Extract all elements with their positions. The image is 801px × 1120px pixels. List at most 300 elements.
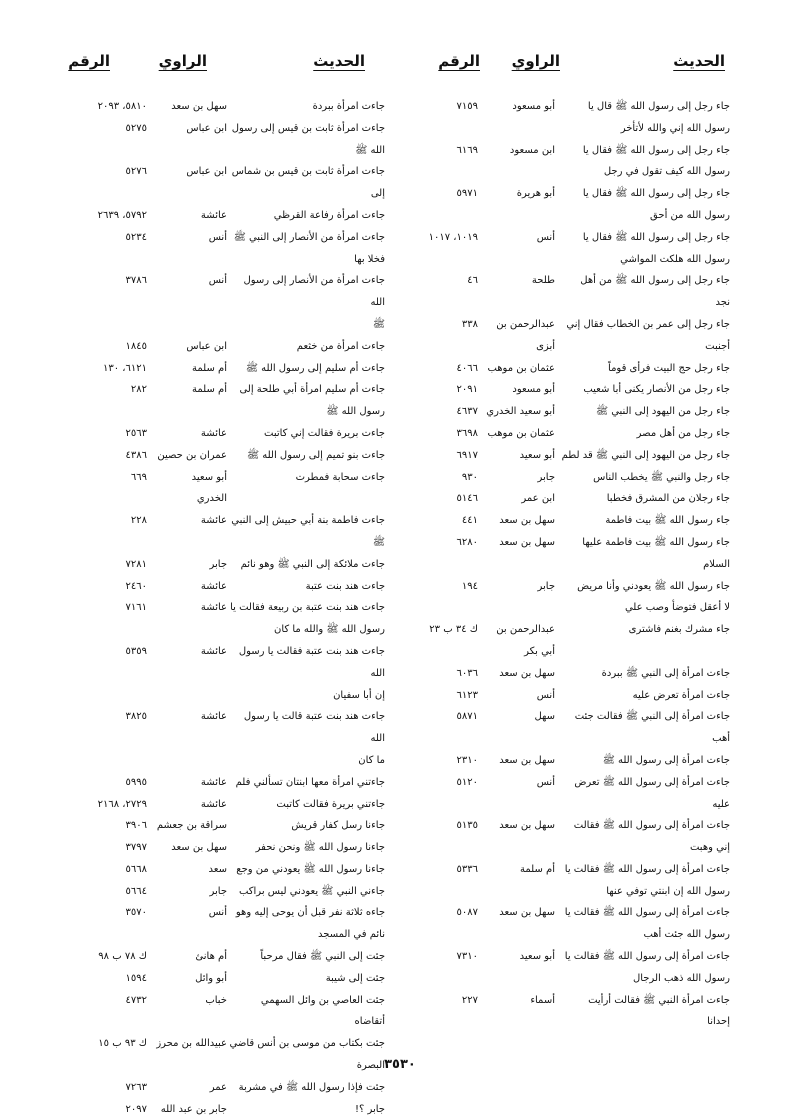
narrator [478, 576, 555, 598]
narrator [478, 532, 555, 554]
narrator [478, 859, 555, 881]
hadith-text [555, 619, 730, 641]
hadith-text [555, 685, 730, 707]
narrator [478, 270, 555, 292]
hadith-line: رسول الله ﷺ والله ما كان [274, 624, 385, 636]
hadith-text [555, 423, 730, 445]
hadith-number: ٥٢٧٦ [125, 166, 147, 178]
narrator-line: سراقة بن جعشم [156, 820, 227, 832]
narrator-line: أبو سعيد [191, 471, 227, 483]
narrator [147, 205, 227, 227]
hadith-line: جاء رجل إلى رسول الله ﷺ فقال يا [582, 231, 730, 243]
hadith-line: جاء رجل من أهل مصر [636, 427, 730, 439]
hadith-line: جاءتني بريرة فقالت كاتبت [276, 798, 385, 810]
index-row [415, 510, 730, 532]
hadith-line: جاءت سحابة فمطرت [295, 471, 385, 483]
hadith-number: ٤٦ [467, 275, 478, 287]
hadith-text [555, 815, 730, 859]
hadith-text [227, 815, 385, 837]
hadith-number: ٣٣٨ [461, 318, 478, 330]
index-row [415, 96, 730, 140]
narrator-line: عائشة [200, 209, 227, 221]
right-column-rows [415, 96, 730, 1033]
hadith-line: جاءت امرأة إلى رسول الله ﷺ فقالت يا [564, 863, 730, 875]
index-row [55, 423, 385, 445]
hadith-line: السلام [703, 558, 730, 570]
hadith-line: جاء رجل إلى رسول الله ﷺ من أهل [580, 275, 730, 287]
hadith-number: ٥٦٦٤ [125, 885, 147, 897]
hadith-line: جاءتني امرأة معها ابنتان تسألني فلم [235, 776, 385, 788]
hadith-number: ٥٩٧١ [456, 188, 478, 200]
index-row [415, 140, 730, 184]
hadith-text [227, 902, 385, 946]
hadith-line: جاءت امرأة إلى النبي ﷺ ببردة [601, 667, 730, 679]
hadith-text [227, 794, 385, 816]
index-row [415, 423, 730, 445]
index-row [415, 685, 730, 707]
hadith-line: جاءت امرأة ثابت بن قيس إلى رسول [231, 122, 385, 134]
hadith-line: جئت إلى النبي ﷺ فقال مرحباً [260, 951, 385, 963]
narrator-line: سهل بن سعد [499, 667, 555, 679]
hadith-line: جاءت امرأة إلى رسول الله ﷺ [602, 754, 730, 766]
narrator [478, 488, 555, 510]
hadith-text [227, 96, 385, 118]
hadith-text [555, 140, 730, 184]
hadith-number: ٧١٥٩ [456, 101, 478, 112]
narrator-line: عائشة [200, 580, 227, 592]
hadith-line: جاء رجل من اليهود إلى النبي ﷺ قد لطم [561, 449, 730, 461]
index-row [415, 183, 730, 227]
narrator-line: سهل بن سعد [499, 754, 555, 766]
hadith-line: جاء رجلان من المشرق فخطبا [606, 493, 730, 505]
hadith-number: ٥٧٩٢، ٢٦٣٩ [97, 209, 147, 221]
hadith-number: ٥٢٧٥ [125, 122, 147, 134]
hadith-line: جاءت بريرة فقالت إني كاتبت [264, 427, 385, 439]
narrator [147, 467, 227, 511]
hadith-line: إحدانا [707, 1016, 730, 1028]
hadith-text [227, 423, 385, 445]
hadith-text [227, 270, 385, 335]
hadith-text [555, 445, 730, 467]
narrator-line: أبو سعيد الخدري [486, 406, 555, 418]
index-row [55, 161, 385, 205]
hadith-line: إن أبا سفيان [333, 689, 385, 701]
narrator-line: عبدالرحمن بن [496, 624, 555, 636]
index-row [55, 1099, 385, 1120]
narrator [478, 619, 555, 663]
index-row [415, 227, 730, 271]
hadith-line: أتقاضاه [354, 1016, 385, 1028]
hadith-text [227, 510, 385, 554]
hadith-number: ٤٦٣٧ [456, 406, 478, 418]
index-row [415, 772, 730, 816]
narrator-line: أبو مسعود [512, 101, 555, 112]
hadith-text [555, 183, 730, 227]
hadith-line: رسول الله ذهب الرجال [632, 972, 730, 984]
narrator-line: عمر [209, 1081, 227, 1093]
hadith-text [227, 706, 385, 771]
hadith-line: جاءت هند بنت عتبة [305, 580, 385, 592]
hadith-number: ٢٧٢٩، ٢١٦٨ [97, 798, 147, 810]
index-row [415, 619, 730, 663]
narrator-line: عبيدالله بن محرز [156, 1038, 227, 1050]
narrator-line: أبو مسعود [512, 384, 555, 396]
narrator-line: جابر بن عبد الله [160, 1103, 227, 1115]
hadith-line: جاءت امرأة ببردة [312, 101, 385, 112]
hadith-line: جاءت أم سليم إلى رسول الله ﷺ [245, 362, 385, 374]
hadith-line: فخلا بها [354, 253, 385, 265]
index-row [415, 314, 730, 358]
hadith-text [227, 1077, 385, 1099]
index-row [55, 1033, 385, 1077]
hadith-line: جاءنا رسل كفار قريش [291, 820, 385, 832]
narrator [147, 706, 227, 728]
hadith-number: ٦١٢٣ [456, 689, 478, 701]
hadith-number: ك ٩٣ ب ١٥ [98, 1038, 147, 1050]
hadith-number: ٥٠٨٧ [456, 907, 478, 919]
narrator-line: جابر [537, 471, 555, 483]
hadith-text [555, 532, 730, 576]
hadith-text [227, 118, 385, 162]
narrator [478, 946, 555, 968]
hadith-line: جاءت أم سليم امرأة أبي طلحة إلى [239, 384, 385, 396]
hadith-number: ٥١٤٦ [456, 493, 478, 505]
hadith-text [227, 554, 385, 576]
hadith-line: جاء رجل من الأنصار يكنى أبا شعيب [583, 384, 730, 396]
narrator [478, 685, 555, 707]
hadith-line: نجد [715, 297, 730, 309]
narrator-line: عثمان بن موهب [487, 362, 555, 374]
hadith-line: رسول الله جئت أهب [643, 929, 730, 941]
narrator [478, 227, 555, 249]
index-row [55, 445, 385, 467]
hadith-line: جاء رجل إلى رسول الله ﷺ قال يا [587, 101, 730, 112]
index-row [415, 401, 730, 423]
index-row [55, 794, 385, 816]
narrator-line: أنس [208, 231, 227, 243]
hadith-text [555, 946, 730, 990]
hadith-number: ٣٥٧٠ [125, 907, 147, 919]
index-row [55, 859, 385, 881]
narrator [478, 467, 555, 489]
narrator [478, 401, 555, 423]
narrator [478, 510, 555, 532]
hadith-line: جاء رسول الله ﷺ بيت فاطمة [605, 515, 730, 527]
narrator-line: سهل [534, 711, 555, 723]
narrator-line: ابن عباس [186, 340, 227, 352]
index-row [415, 815, 730, 859]
hadith-text [227, 205, 385, 227]
hadith-line: جاءت فاطمة بنة أبي حبيش إلى النبي [231, 515, 385, 527]
narrator [147, 968, 227, 990]
narrator-line: عبدالرحمن بن [496, 318, 555, 330]
hadith-number: ٧١٦١ [125, 602, 147, 614]
hadith-line: ما كان [358, 754, 385, 766]
narrator [147, 990, 227, 1012]
hadith-number: ٦١٦٩ [456, 144, 478, 156]
right-column-header [415, 52, 730, 78]
hadith-text [227, 881, 385, 903]
index-row [415, 946, 730, 990]
narrator [147, 946, 227, 968]
narrator [147, 1099, 227, 1120]
index-row [415, 488, 730, 510]
narrator-line: سعد [208, 863, 227, 875]
narrator-line: سهل بن سعد [499, 536, 555, 548]
narrator [147, 270, 227, 292]
narrator [147, 336, 227, 358]
hadith-number: ١٥٩٤ [125, 972, 147, 984]
narrator-line: جابر [209, 558, 227, 570]
index-row [415, 990, 730, 1034]
narrator [478, 706, 555, 728]
narrator-line: عمران بن حصين [157, 449, 227, 461]
index-row [415, 532, 730, 576]
hadith-text [227, 990, 385, 1034]
hadith-number: ١٠١٩، ١٠١٧ [428, 231, 478, 243]
hadith-text [227, 336, 385, 358]
narrator [147, 423, 227, 445]
hadith-number: ٢٢٨ [130, 515, 147, 527]
hadith-line: جاءت هند بنت عتبة بن ربيعة فقالت يا [230, 602, 385, 614]
hadith-text [555, 902, 730, 946]
hadith-line: رسول الله كيف تقول في رجل [603, 166, 730, 178]
hadith-line: جاء رسول الله ﷺ بيت فاطمة عليها [582, 536, 730, 548]
hadith-line: جابر ؟! [354, 1103, 385, 1115]
index-row [55, 554, 385, 576]
hadith-text [227, 946, 385, 968]
narrator [147, 859, 227, 881]
hadith-text [227, 968, 385, 990]
hadith-text [555, 859, 730, 903]
narrator [478, 358, 555, 380]
index-row [415, 902, 730, 946]
narrator [478, 990, 555, 1012]
hadith-number: ٣٧٩٧ [125, 842, 147, 854]
hadith-number: ٢٥٦٣ [125, 427, 147, 439]
hadith-line: جاء رجل إلى رسول الله ﷺ فقال يا [582, 188, 730, 200]
index-row [55, 270, 385, 335]
hadith-line: جاءني النبي ﷺ يعودني ليس براكب [238, 885, 385, 897]
hadith-number: ٥٢٣٤ [125, 231, 147, 243]
narrator [147, 815, 227, 837]
narrator-line: أبزى [536, 340, 555, 352]
hadith-number: ٧٢٨١ [125, 558, 147, 570]
index-row [415, 379, 730, 401]
hadith-line: جاءت بنو تميم إلى رسول الله ﷺ [247, 449, 385, 461]
hadith-number: ٥١٣٥ [456, 820, 478, 832]
hadith-text [555, 510, 730, 532]
hadith-text [555, 379, 730, 401]
narrator [478, 379, 555, 401]
narrator-line: عائشة [200, 776, 227, 788]
index-row [415, 358, 730, 380]
hadith-number: ٣٧٨٦ [125, 275, 147, 287]
index-row [55, 96, 385, 118]
hadith-line: البصرة [356, 1060, 385, 1072]
hadith-number: ٥٨٧١ [456, 711, 478, 723]
narrator [147, 379, 227, 401]
hadith-number: ٥٦٦٨ [125, 863, 147, 875]
narrator [147, 118, 227, 140]
hadith-number: ٢٠٩١ [456, 384, 478, 396]
hadith-number: ٤٣٨٦ [125, 449, 147, 461]
index-row [55, 815, 385, 837]
hadith-number: ٤٤١ [461, 515, 478, 527]
hadith-number: ٥٣٥٩ [125, 645, 147, 657]
hadith-text [227, 641, 385, 706]
hadith-number: ٥٣٣٦ [456, 863, 478, 875]
index-row [55, 576, 385, 598]
narrator [478, 902, 555, 924]
hadith-line: أجنبت [705, 340, 730, 352]
hadith-number: ٥٨١٠، ٢٠٩٣ [97, 101, 147, 112]
narrator-line: أبو هريرة [516, 188, 555, 200]
index-row [415, 445, 730, 467]
hadith-number: ٥١٢٠ [456, 776, 478, 788]
narrator-line: ابن مسعود [509, 144, 555, 156]
left-column-header [55, 52, 385, 78]
hadith-line: جئت إلى شيبة [325, 972, 385, 984]
narrator [147, 1033, 227, 1055]
narrator-line: خباب [205, 994, 227, 1006]
narrator-line: عائشة [200, 602, 227, 614]
index-row [415, 576, 730, 620]
hadith-line: لا أعقل فتوضأ وصب علي [624, 602, 730, 614]
hadith-line: جاء رسول الله ﷺ يعودني وأنا مريض [577, 580, 730, 592]
hadith-number: ٢٢٧ [461, 994, 478, 1006]
hadith-text [227, 1033, 385, 1077]
hadith-number: ٢٨٢ [130, 384, 147, 396]
hadith-line: رسول الله ﷺ [326, 406, 385, 418]
index-row [415, 859, 730, 903]
narrator [147, 576, 227, 598]
narrator [478, 423, 555, 445]
hadith-number: ٥٩٩٥ [125, 776, 147, 788]
hadith-line: جئت فإذا رسول الله ﷺ في مشربة [238, 1081, 385, 1093]
narrator-line: أنس [536, 776, 555, 788]
narrator-line: عائشة [200, 798, 227, 810]
hadith-number: ٦٢٨٠ [456, 536, 478, 548]
narrator [147, 794, 227, 816]
narrator [147, 445, 227, 467]
narrator-line: أم سلمة [520, 863, 555, 875]
hadith-line: جاءه ثلاثة نفر قبل أن يوحى إليه وهو [235, 907, 385, 919]
narrator-line: أنس [208, 275, 227, 287]
hadith-line: رسول الله من أحق [650, 209, 730, 221]
index-row [55, 227, 385, 271]
hadith-text [227, 445, 385, 467]
hadith-line: جاءنا رسول الله ﷺ يعودني من وجع [236, 863, 385, 875]
narrator-line: جابر [537, 580, 555, 592]
hadith-line: جاءت هند بنت عتبة قالت يا رسول الله [243, 711, 385, 745]
hadith-line: جاء مشرك بغنم فاشترى [628, 624, 730, 636]
hadith-line: جاءنا رسول الله ﷺ ونحن نحفر [255, 842, 385, 854]
hadith-number: ك ٣٤ ب ٢٣ [429, 624, 478, 636]
narrator [147, 772, 227, 794]
index-row [415, 706, 730, 750]
narrator [478, 772, 555, 794]
index-row [55, 772, 385, 794]
hadith-line: جاء رجل حج البيت فرأى قوماً [608, 362, 730, 374]
hadith-line: جاءت امرأة إلى رسول الله ﷺ فقالت يا [564, 907, 730, 919]
narrator-line: عائشة [200, 645, 227, 657]
hadith-line: جاءت امرأة من خثعم [296, 340, 385, 352]
hadith-text [555, 772, 730, 816]
hadith-line: إني وهبت [689, 842, 730, 854]
hadith-line: أهب [712, 733, 730, 745]
narrator-line: سهل بن سعد [499, 820, 555, 832]
narrator [478, 815, 555, 837]
hadith-text [555, 467, 730, 489]
header-hadith: الحديث [313, 52, 365, 70]
narrator-line: عائشة [200, 515, 227, 527]
hadith-line: رسول الله إني والله لأتأخر [620, 122, 730, 134]
hadith-number: ٢٠٩٧ [125, 1103, 147, 1115]
narrator-line: الخدري [196, 493, 227, 505]
narrator-line: عائشة [200, 427, 227, 439]
hadith-number: ٩٣٠ [461, 471, 478, 483]
hadith-number: ٤٠٦٦ [456, 362, 478, 374]
hadith-line: رسول الله هلكت المواشي [620, 253, 730, 265]
hadith-text [555, 663, 730, 685]
header-rawi: الراوي [158, 52, 207, 70]
hadith-line: جاءت هند بنت عتبة فقالت يا رسول الله [238, 645, 385, 679]
narrator-line: أم سلمة [192, 384, 227, 396]
narrator-line: أم هانئ [195, 951, 227, 963]
hadith-text [227, 227, 385, 271]
index-row [55, 205, 385, 227]
hadith-text [555, 96, 730, 140]
hadith-text [227, 379, 385, 423]
index-row [55, 118, 385, 162]
hadith-number: ٤٧٣٢ [125, 994, 147, 1006]
narrator-line: أبي بكر [524, 645, 555, 657]
narrator [478, 663, 555, 685]
hadith-line: الله ﷺ [355, 144, 385, 156]
hadith-line: عليه [712, 798, 730, 810]
narrator-line: سهل بن سعد [171, 101, 227, 112]
narrator [147, 1077, 227, 1099]
hadith-text [555, 270, 730, 314]
index-row [55, 706, 385, 771]
narrator [147, 881, 227, 903]
index-row [415, 270, 730, 314]
hadith-text [555, 706, 730, 750]
narrator-line: أم سلمة [192, 362, 227, 374]
narrator [478, 314, 555, 358]
header-rawi: الراوي [511, 52, 560, 70]
hadith-text [555, 314, 730, 358]
hadith-number: ٧٣١٠ [456, 951, 478, 963]
hadith-line: رسول الله إن ابنتي توفي عنها [606, 885, 730, 897]
hadith-text [227, 837, 385, 859]
narrator-line: ابن عباس [186, 122, 227, 134]
narrator-line: أنس [208, 907, 227, 919]
hadith-line: جئت بكتاب من موسى بن أنس قاضي [229, 1038, 385, 1050]
narrator-line: أبو وائل [195, 972, 227, 984]
narrator [147, 161, 227, 183]
hadith-text [555, 358, 730, 380]
narrator-line: أنس [536, 231, 555, 243]
narrator [147, 554, 227, 576]
narrator-line: عثمان بن موهب [487, 427, 555, 439]
hadith-line: جاءت ملائكة إلى النبي ﷺ وهو نائم [240, 558, 385, 570]
hadith-number: ٦٦٩ [130, 471, 147, 483]
index-row [55, 379, 385, 423]
index-row [55, 597, 385, 641]
hadith-line: جاءت امرأة إلى رسول الله ﷺ فقالت يا [564, 951, 730, 963]
